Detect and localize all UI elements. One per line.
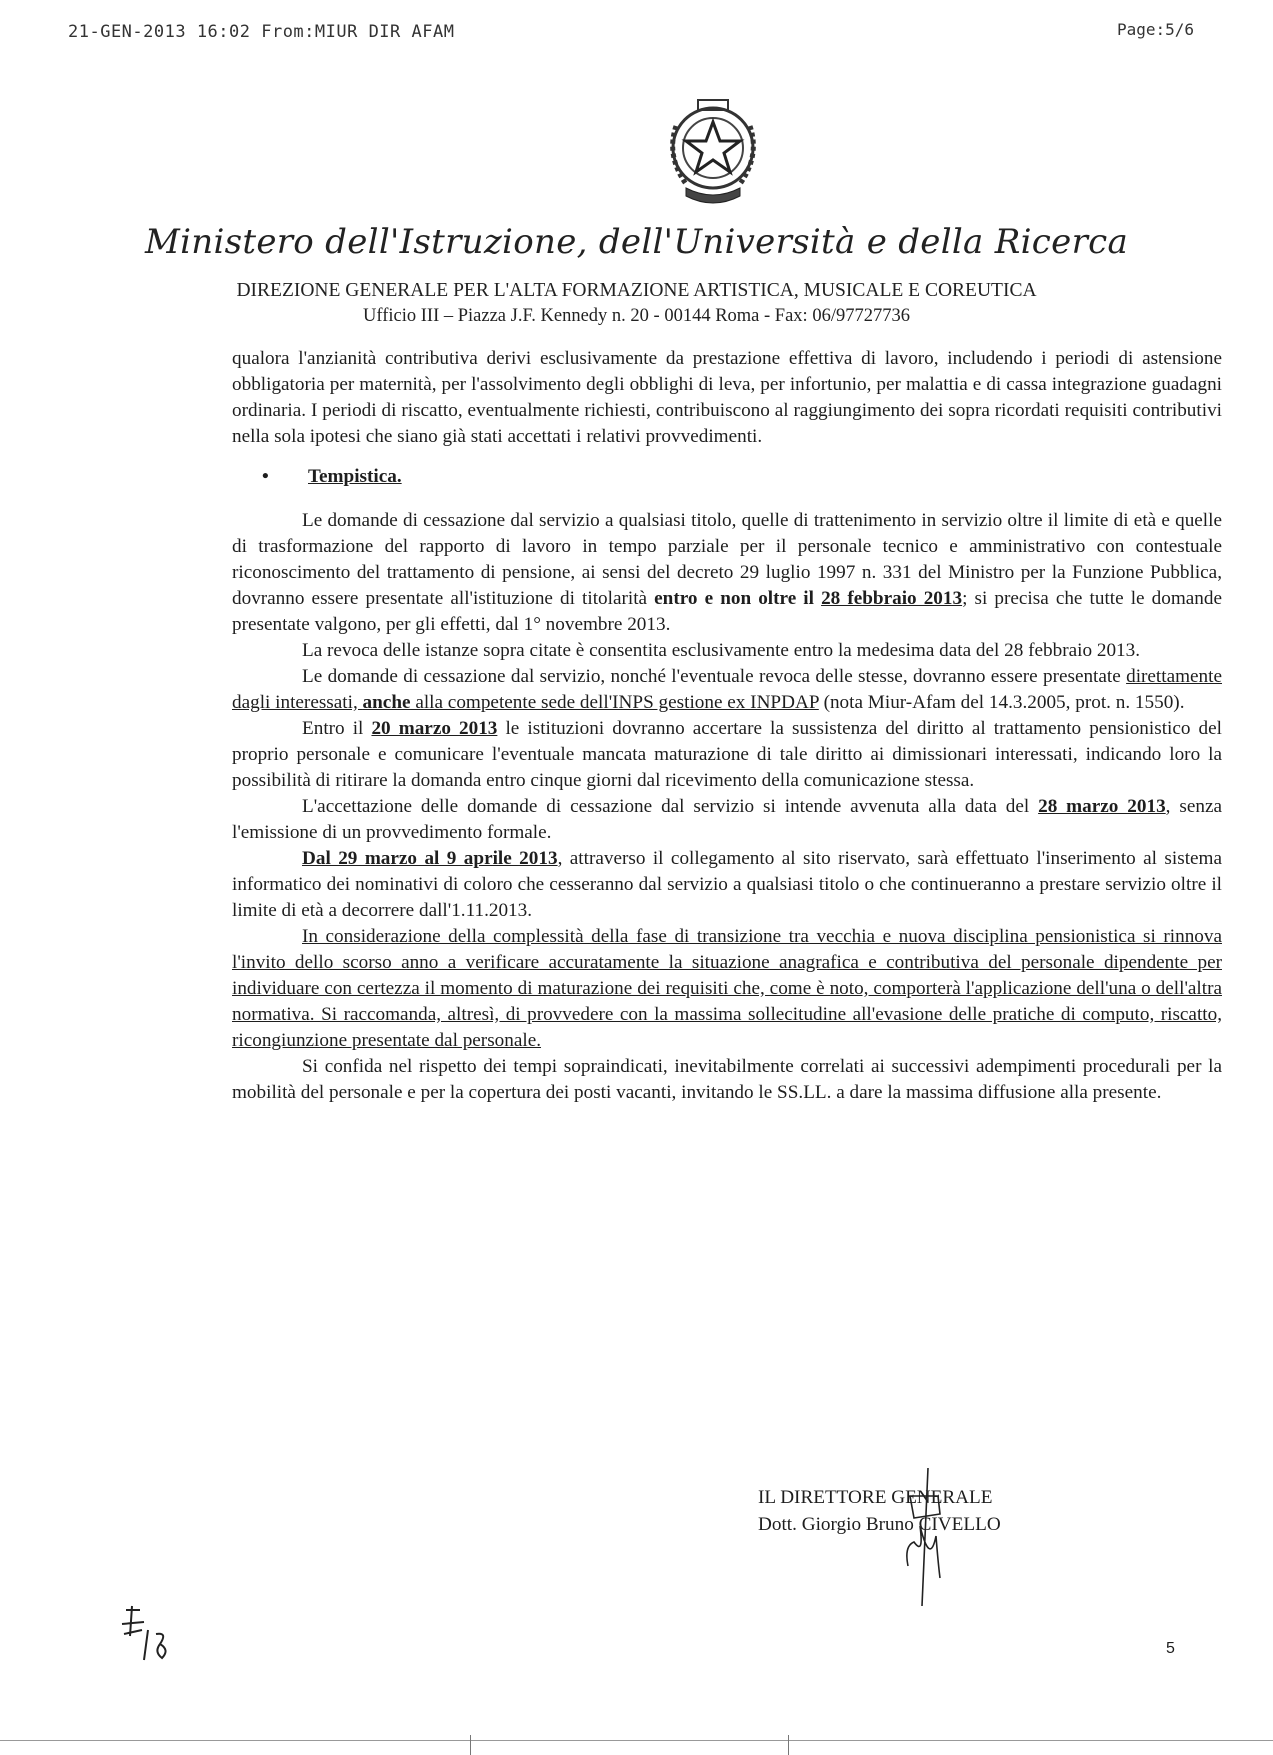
footer-tick (788, 1735, 789, 1755)
paragraph-accettazione (232, 794, 1222, 846)
underlined-text: direttamente dagli interessati, (232, 666, 1222, 713)
section-title: Tempistica. (308, 466, 402, 487)
text: Le domande di cessazione dal servizio, nonché l'eventuale revoca delle stesse, dovranno essere presentate (302, 666, 1127, 687)
signatory-title: IL DIRETTORE GENERALE (758, 1487, 993, 1508)
text: , attraverso il collegamento al sito riservato, sarà effettuato l'inserimento al sistema informatico dei nominativi di coloro che cesseranno dal servizio a qualsiasi titolo o che continueranno a prestare servizio oltre il limite di età a decorrere dall'1.11.2013. (232, 848, 1222, 921)
fax-page-indicator: Page:5/6 (1117, 20, 1195, 39)
handwritten-signature-icon (880, 1466, 970, 1616)
republic-emblem-icon (656, 96, 771, 213)
text: Entro il (302, 718, 372, 739)
direzione-heading: DIREZIONE GENERALE PER L'ALTA FORMAZIONE ARTISTICA, MUSICALE E COREUTICA (236, 280, 1037, 301)
text: L'accettazione delle domande di cessazione dal servizio si intende avvenuta alla data del (302, 796, 1039, 817)
ufficio-address: Ufficio III – Piazza J.F. Kennedy n. 20 - 00144 Roma - Fax: 06/97727736 (363, 306, 910, 326)
intro-paragraph: qualora l'anzianità contributiva derivi esclusivamente da prestazione effettiva di lavoro, includendo i periodi di astensione obbligatoria per maternità, per l'assolvimento degli obblighi di leva, per infortunio, per malattia e di cassa integrazione guadagni ordinaria. I periodi di riscatto, eventualmente richiesti, contribuiscono al raggiungimento dei sopra ricordati requisiti contributivi nella sola ipotesi che siano già stati accettati i relativi provvedimenti. (232, 348, 1222, 447)
accertamento-date: 20 marzo 2013 (371, 718, 498, 739)
letter-body (232, 346, 1222, 1106)
deadline-date: 28 febbraio 2013 (821, 588, 963, 609)
paragraph-deadline (232, 508, 1222, 638)
handwritten-initials-icon (120, 1604, 180, 1664)
text: Le domande di cessazione dal servizio a qualsiasi titolo, quelle di trattenimento in servizio oltre il limite di età e quelle di trasformazione del rapporto di lavoro in tempo parziale per il personale tecnico e amministrativo con contestuale riconoscimento del trattamento di pensione, ai sensi del decreto 29 luglio 1997 n. 331 del Ministro per la Funzione Pubblica, dovranno essere presentate all'istituzione di titolarità (232, 510, 1222, 609)
paragraph-inserimento (232, 846, 1222, 924)
inserimento-date: Dal 29 marzo al 9 aprile 2013 (302, 848, 558, 869)
paragraph-considerazione (232, 924, 1222, 1054)
paragraph-conclusione: Si confida nel rispetto dei tempi sopraindicati, inevitabilmente correlati ai successivi adempimenti procedurali per la mobilità del personale e per la copertura dei posti vacanti, invitando le SS.LL. a dare la massima diffusione alla presente. (232, 1056, 1222, 1103)
paragraph-inps (232, 664, 1222, 716)
bullet-icon: • (262, 466, 269, 487)
bold-text: entro e non oltre il (654, 588, 822, 609)
text: , senza l'emissione di un provvedimento formale. (232, 796, 1222, 843)
bold-underlined-text: anche (362, 692, 411, 713)
paragraph-accertamento (232, 716, 1222, 794)
section-heading (262, 464, 1222, 490)
footer-line (0, 1740, 1273, 1741)
underlined-paragraph: In considerazione della complessità della fase di transizione tra vecchia e nuova disciplina pensionistica si rinnova l'invito dello scorso anno a verificare accuratamente la situazione anagrafica e contributiva del personale dipendente per individuare con certezza il momento di maturazione dei requisiti che, come è noto, comporterà l'applicazione dell'una o dell'altra normativa. Si raccomanda, altresì, di provvedere con la massima sollecitudine all'evasione delle pratiche di computo, riscatto, ricongiunzione presentate dal personale. (232, 926, 1222, 1051)
paragraph-revoca: La revoca delle istanze sopra citate è consentita esclusivamente entro la medesima data del 28 febbraio 2013. (302, 640, 1141, 661)
text: le istituzioni dovranno accertare la sussistenza del diritto al trattamento pensionistico del proprio personale e comunicare l'eventuale mancata maturazione di tale diritto ai dimissionari interessati, indicando loro la possibilità di ritirare la domanda entro cinque giorni dal ricevimento della comunicazione stessa. (232, 718, 1222, 791)
ministry-name: Ministero dell'Istruzione, dell'Università e della Ricerca (144, 222, 1129, 262)
text: ; si precisa che tutte le domande presentate valgono, per gli effetti, dal 1° novembre 2013. (232, 588, 1222, 635)
fax-header: 21-GEN-2013 16:02 From:MIUR DIR AFAM (68, 22, 455, 42)
text: (nota Miur-Afam del 14.3.2005, prot. n. 1550). (818, 692, 1185, 713)
page-number: 5 (1166, 1640, 1175, 1657)
accettazione-date: 28 marzo 2013 (1038, 796, 1166, 817)
footer-tick (470, 1735, 471, 1755)
underlined-text: alla competente sede dell'INPS gestione ex INPDAP (410, 692, 819, 713)
signatory-name: Dott. Giorgio Bruno CIVELLO (758, 1514, 1001, 1535)
